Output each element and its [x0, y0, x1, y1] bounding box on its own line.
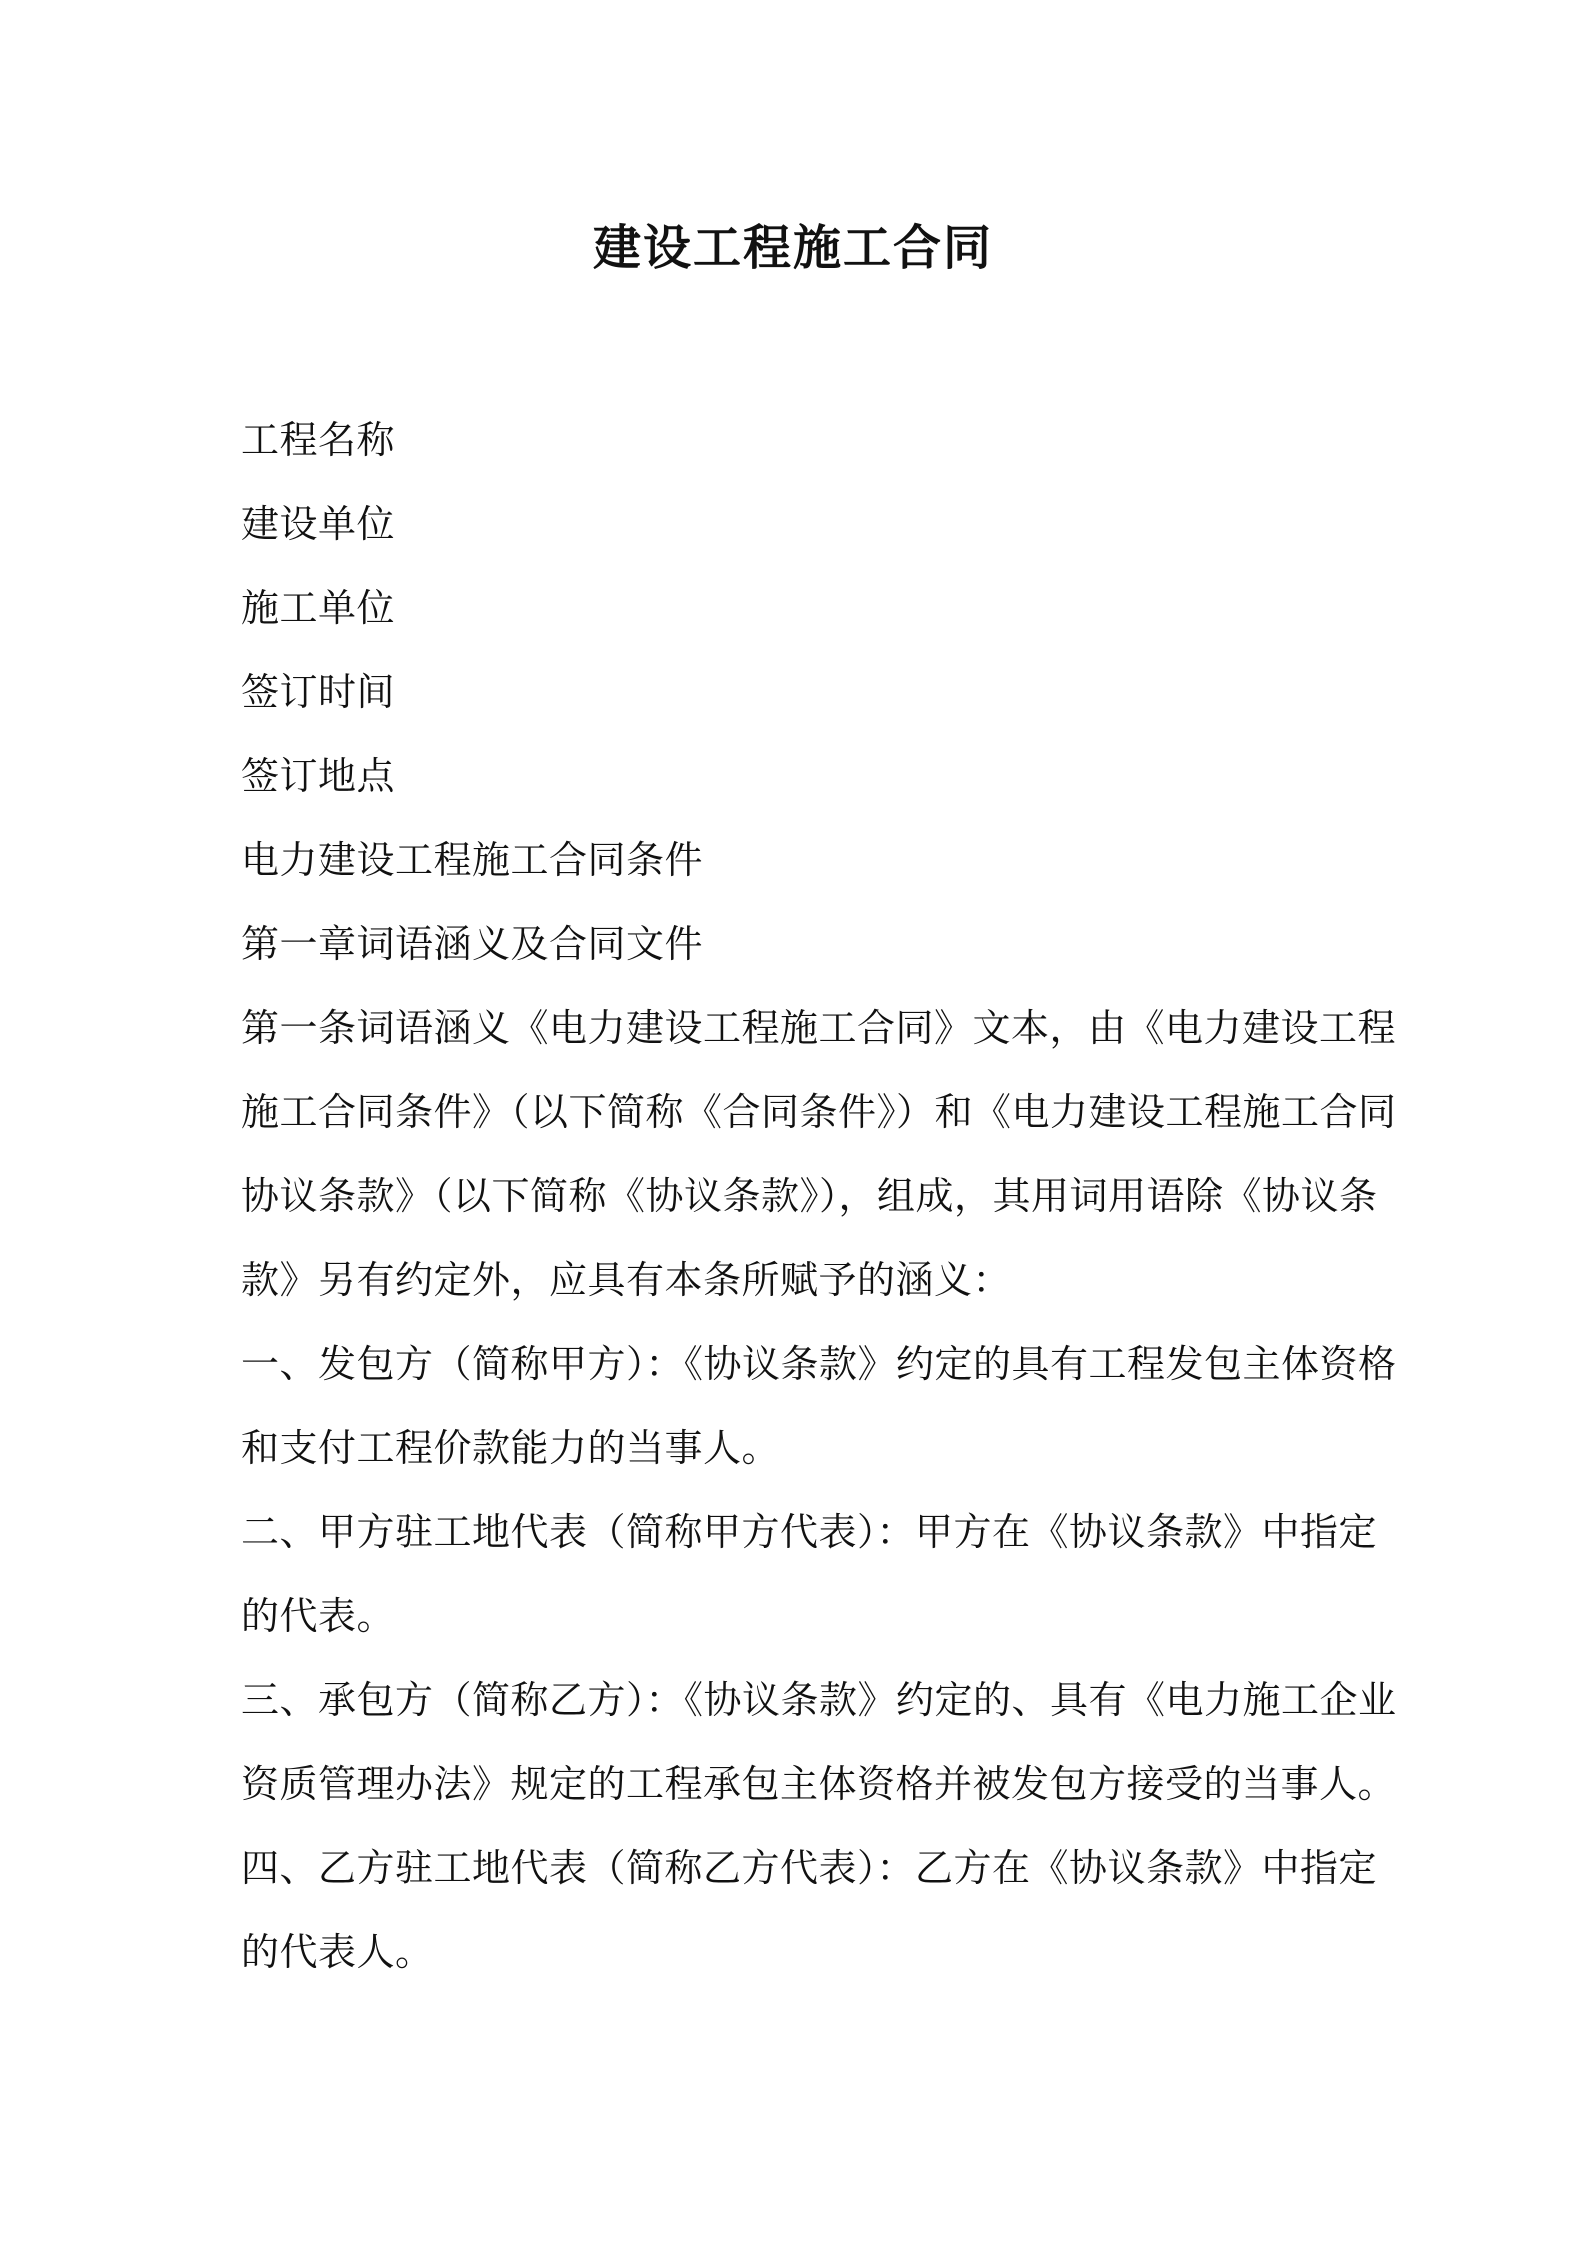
paragraph-line: 的代表人。: [241, 1930, 434, 1974]
paragraph-line: 的代表。: [241, 1594, 396, 1638]
field-signing-place: 签订地点: [241, 754, 396, 798]
paragraph-line: 三、承包方（简称乙方）：《协议条款》约定的、具有《电力施工企业: [241, 1678, 1397, 1722]
document-body: [241, 398, 1397, 1994]
document-title: 建设工程施工合同: [592, 220, 993, 276]
field-owner-unit: 建设单位: [241, 502, 396, 546]
paragraph-line: 四、乙方驻工地代表（简称乙方代表）：乙方在《协议条款》中指定: [241, 1846, 1378, 1890]
paragraph-line: 和支付工程价款能力的当事人。: [241, 1426, 781, 1470]
section-heading: 电力建设工程施工合同条件: [241, 838, 704, 882]
paragraph-line: 施工合同条件》（以下简称《合同条件》）和《电力建设工程施工合同: [241, 1090, 1397, 1134]
paragraph-line: 一、发包方（简称甲方）：《协议条款》约定的具有工程发包主体资格: [241, 1342, 1397, 1386]
field-project-name: 工程名称: [241, 418, 396, 462]
paragraph-line: 资质管理办法》规定的工程承包主体资格并被发包方接受的当事人。: [241, 1762, 1397, 1806]
paragraph-line: 二、甲方驻工地代表（简称甲方代表）：甲方在《协议条款》中指定: [241, 1510, 1378, 1554]
paragraph-line: 协议条款》（以下简称《协议条款》），组成，其用词用语除《协议条: [241, 1174, 1378, 1218]
paragraph-line: 款》另有约定外，应具有本条所赋予的涵义：: [241, 1258, 1012, 1302]
chapter-heading: 第一章词语涵义及合同文件: [241, 922, 704, 966]
paragraph-line: 第一条词语涵义《电力建设工程施工合同》文本，由《电力建设工程: [241, 1006, 1397, 1050]
field-signing-time: 签订时间: [241, 670, 396, 714]
field-construction-unit: 施工单位: [241, 586, 396, 630]
